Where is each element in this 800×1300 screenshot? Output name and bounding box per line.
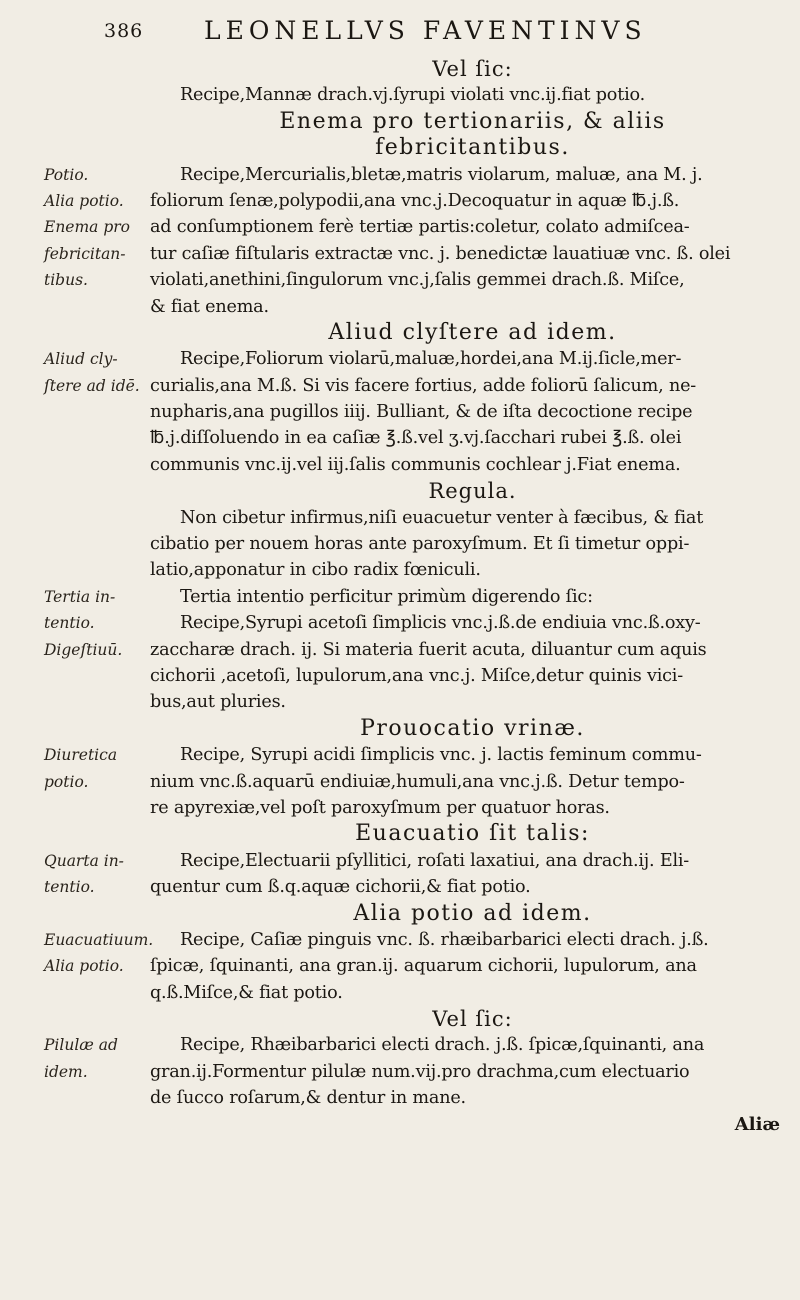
section-heading-line bbox=[0, 56, 800, 82]
marginal-note: potio. bbox=[44, 772, 89, 791]
body-text: latio,apponatur in cibo radix fœniculi. bbox=[150, 560, 481, 581]
body-text: communis vnc.ij.vel iij.ſalis communis cochlear j.Fiat enema. bbox=[150, 454, 681, 475]
body-text: cichorii ,acetoſi, lupulorum,ana vnc.j. Miſce,detur quinis vici- bbox=[150, 665, 683, 686]
marginal-note: tentio. bbox=[44, 614, 95, 633]
section-heading-line bbox=[0, 716, 800, 742]
marginal-note: Digeſtiuū. bbox=[44, 640, 123, 659]
marginal-note: Enema pro bbox=[44, 218, 130, 237]
text-line bbox=[0, 610, 800, 636]
marginal-note: Alia potio. bbox=[44, 957, 124, 976]
body-text: Recipe, Rhæibarbarici electi drach. j.ß. ſpicæ,ſquinanti, ana bbox=[180, 1035, 705, 1056]
body-text: curialis,ana M.ß. Si vis facere fortius, adde foliorū ſalicum, ne- bbox=[150, 375, 697, 396]
body-text: Non cibetur infirmus,niſi euacuetur venter à fæcibus, & fiat bbox=[180, 507, 704, 528]
section-heading: Regula. bbox=[428, 479, 517, 504]
catchword: Aliæ bbox=[734, 1113, 780, 1135]
text-line bbox=[0, 425, 800, 451]
body-text: de ſucco roſarum,& dentur in mane. bbox=[150, 1088, 466, 1109]
text-line bbox=[0, 795, 800, 821]
body-text: quentur cum ß.q.aquæ cichorii,& fiat potio. bbox=[150, 877, 531, 898]
marginal-note: idem. bbox=[44, 1062, 88, 1081]
text-line bbox=[0, 505, 800, 531]
body-text: violati,anethini,ſingulorum vnc.j,ſalis gemmei drach.ß. Miſce, bbox=[150, 270, 685, 291]
text-line bbox=[0, 689, 800, 715]
text-line bbox=[0, 188, 800, 214]
text-line bbox=[0, 637, 800, 663]
text-line bbox=[0, 848, 800, 874]
body-text: q.ß.Miſce,& fiat potio. bbox=[150, 982, 343, 1003]
section-heading-line bbox=[0, 821, 800, 847]
page-header bbox=[0, 16, 800, 50]
text-line bbox=[0, 399, 800, 425]
body-text: Recipe,Foliorum violarū,maluæ,hordei,ana M.ij.ſicle,mer- bbox=[180, 349, 682, 370]
text-line bbox=[0, 980, 800, 1006]
text-line bbox=[0, 214, 800, 240]
body-text: gran.ij.Formentur pilulæ num.vij.pro drachma,cum electuario bbox=[150, 1061, 690, 1082]
section-heading: Alia potio ad idem. bbox=[353, 900, 592, 926]
marginal-note: Quarta in- bbox=[44, 851, 124, 870]
body-text: cibatio per nouem horas ante paroxyſmum. Et ſi timetur oppi- bbox=[150, 534, 690, 555]
body-text: nium vnc.ß.aquarū endiuiæ,humuli,ana vnc.j.ß. Detur tempo- bbox=[150, 771, 685, 792]
text-line bbox=[0, 241, 800, 267]
text-line bbox=[0, 1032, 800, 1058]
text-line bbox=[0, 584, 800, 610]
body-text: Recipe, Syrupi acidi ſimplicis vnc. j. lactis feminum commu- bbox=[180, 745, 702, 766]
body-text: foliorum ſenæ,polypodii,ana vnc.j.Decoquatur in aquæ ℔.j.ß. bbox=[150, 190, 680, 211]
marginal-note: Euacuatiuum. bbox=[44, 930, 154, 949]
text-line bbox=[0, 557, 800, 583]
marginal-note: Tertia in- bbox=[44, 587, 116, 606]
section-heading: Enema pro tertionariis, & aliis bbox=[279, 108, 666, 134]
text-line bbox=[0, 162, 800, 188]
text-body bbox=[0, 56, 800, 1138]
text-line bbox=[0, 267, 800, 293]
marginal-note: ſtere ad idē. bbox=[44, 376, 140, 395]
section-heading: Euacuatio ſit talis: bbox=[355, 821, 590, 847]
text-line bbox=[0, 294, 800, 320]
text-line bbox=[0, 1085, 800, 1111]
text-line bbox=[0, 531, 800, 557]
text-line bbox=[0, 769, 800, 795]
body-text: ſpicæ, ſquinanti, ana gran.ij. aquarum cichorii, lupulorum, ana bbox=[150, 956, 697, 977]
body-text: re apyrexiæ,vel poſt paroxyſmum per quatuor horas. bbox=[150, 797, 610, 818]
marginal-note: Potio. bbox=[44, 165, 89, 184]
marginal-note: febricitan- bbox=[44, 244, 126, 263]
section-heading: Vel ſic: bbox=[432, 1007, 513, 1032]
section-heading-line bbox=[0, 320, 800, 346]
section-heading: Aliud clyſtere ad idem. bbox=[328, 319, 617, 345]
text-line bbox=[0, 874, 800, 900]
body-text: & fiat enema. bbox=[150, 296, 269, 317]
text-line bbox=[0, 742, 800, 768]
marginal-note: Aliud cly- bbox=[44, 350, 118, 369]
section-heading-line bbox=[0, 478, 800, 504]
text-line bbox=[0, 373, 800, 399]
section-heading: Vel ſic: bbox=[432, 57, 513, 81]
section-heading: febricitantibus. bbox=[375, 135, 570, 161]
body-text: Recipe,Mercurialis,bletæ,matris violarum, maluæ, ana M. j. bbox=[180, 164, 703, 185]
body-text: bus,aut pluries. bbox=[150, 692, 286, 713]
text-line bbox=[0, 1059, 800, 1085]
marginal-note: Diuretica bbox=[44, 746, 118, 765]
text-line bbox=[0, 452, 800, 478]
text-line bbox=[0, 953, 800, 979]
text-line bbox=[0, 82, 800, 108]
body-text: nupharis,ana pugillos iiij. Bulliant, & de iſta decoctione recipe bbox=[150, 402, 693, 423]
section-heading: Prouocatio vrinæ. bbox=[360, 715, 585, 741]
marginal-note: tentio. bbox=[44, 878, 95, 897]
marginal-note: tibus. bbox=[44, 271, 88, 290]
body-text: ℔.j.diſſoluendo in ea caſiæ ℥.ß.vel ʒ.vj.ſacchari rubei ℥.ß. olei bbox=[150, 428, 682, 449]
body-text: tur caſiæ fiſtularis extractæ vnc. j. benedictæ lauatiuæ vnc. ß. olei bbox=[150, 243, 731, 264]
running-head: LEONELLVS FAVENTINVS bbox=[204, 16, 647, 45]
text-line bbox=[0, 927, 800, 953]
page-number: 386 bbox=[104, 20, 144, 42]
text-line bbox=[0, 663, 800, 689]
body-text: Tertia intentio perficitur primùm digerendo ſic: bbox=[180, 586, 593, 607]
marginal-note: Pilulæ ad bbox=[44, 1036, 118, 1055]
section-heading-line bbox=[0, 135, 800, 161]
section-heading-line bbox=[0, 109, 800, 135]
body-text: Recipe, Caſiæ pinguis vnc. ß. rhæibarbarici electi drach. j.ß. bbox=[180, 929, 709, 950]
body-text: ad conſumptionem ferè tertiæ partis:coletur, colato admiſcea- bbox=[150, 217, 690, 238]
text-line bbox=[0, 346, 800, 372]
section-heading-line bbox=[0, 901, 800, 927]
marginal-note: Alia potio. bbox=[44, 191, 124, 210]
section-heading-line bbox=[0, 1006, 800, 1032]
body-text: Recipe,Syrupi acetoſi ſimplicis vnc.j.ß.de endiuia vnc.ß.oxy- bbox=[180, 613, 701, 634]
body-text: Recipe,Mannæ drach.vj.ſyrupi violati vnc.ij.fiat potio. bbox=[180, 85, 645, 106]
text-line bbox=[0, 1112, 800, 1138]
body-text: Recipe,Electuarii pſyllitici, roſati laxatiui, ana drach.ij. Eli- bbox=[180, 850, 690, 871]
body-text: zaccharæ drach. ij. Si materia fuerit acuta, diluantur cum aquis bbox=[150, 639, 707, 660]
